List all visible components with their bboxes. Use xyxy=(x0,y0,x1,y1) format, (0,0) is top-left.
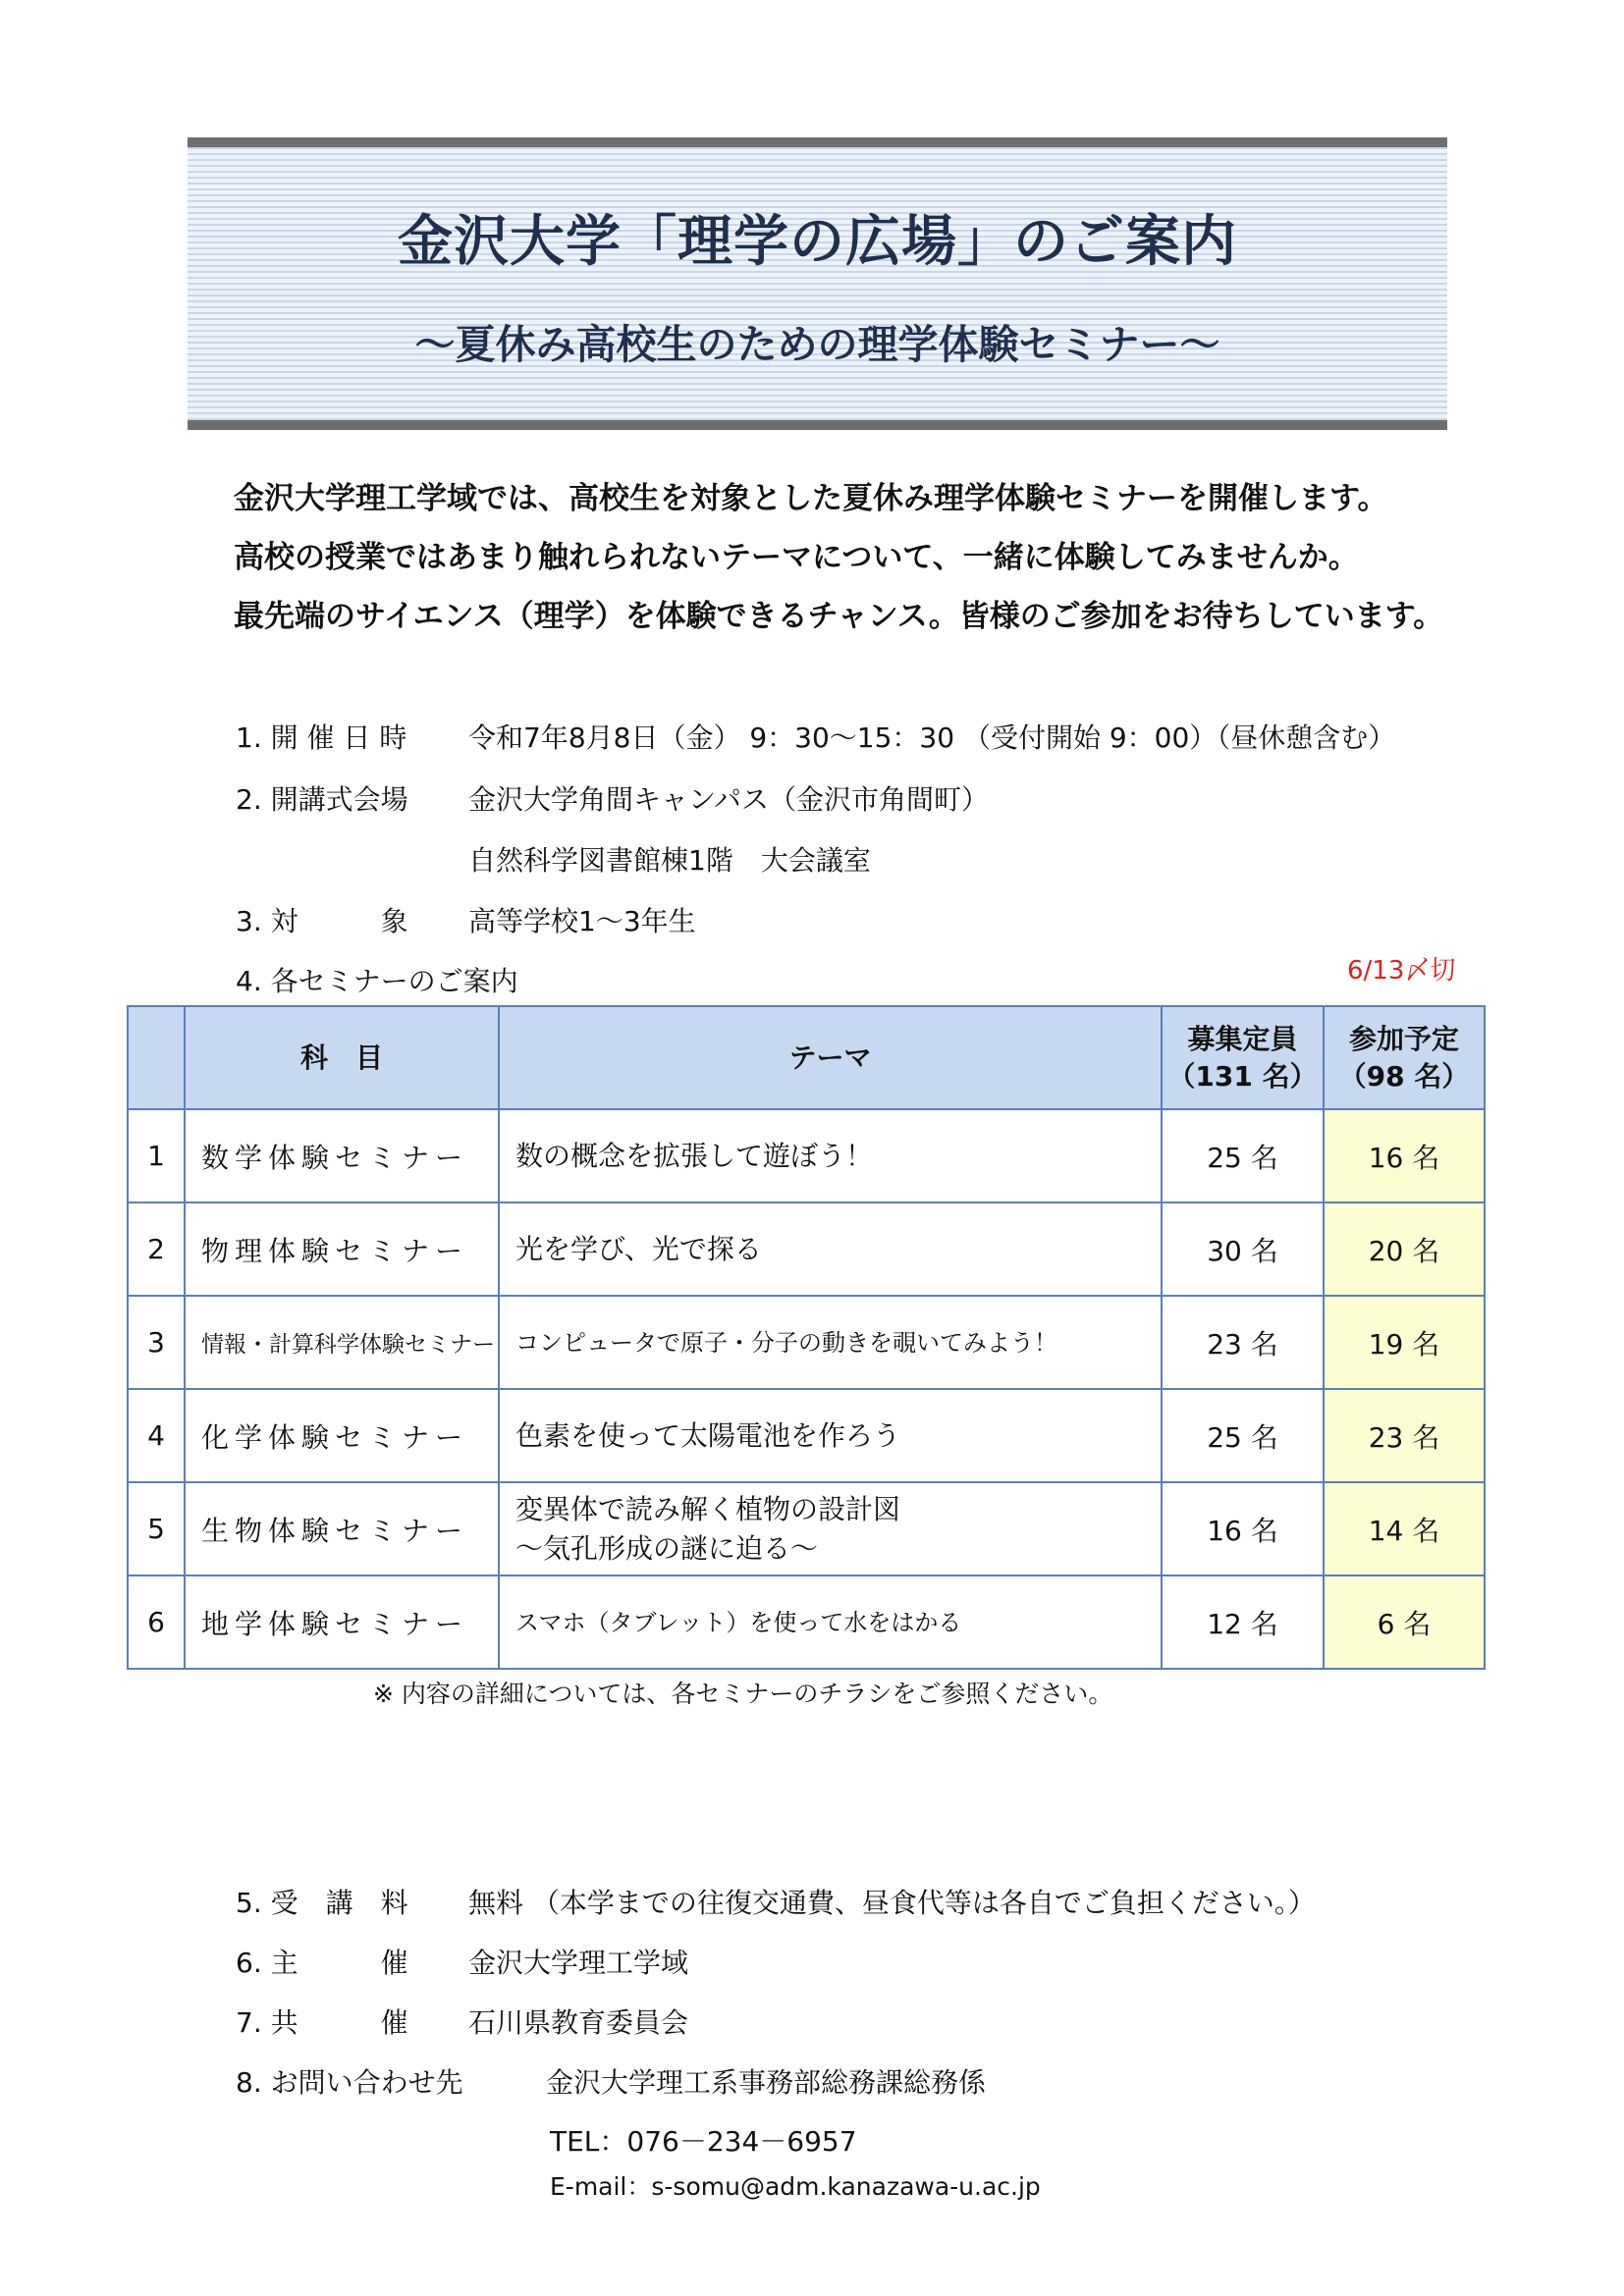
row-subject: 情報・計算科学体験セミナー xyxy=(185,1296,499,1389)
seminars-label: 4. 各セミナーのご案内 xyxy=(236,965,518,997)
row-number: 2 xyxy=(128,1202,185,1296)
row-subject: 物理体験セミナー xyxy=(185,1202,499,1296)
table-row xyxy=(128,1202,1485,1296)
venue-label: 2. 開講式会場 xyxy=(236,783,408,816)
intro-line: 最先端のサイエンス（理学）を体験できるチャンス。皆様のご参加をお待ちしています。 xyxy=(234,599,1444,634)
theme-line: 数の概念を拡張して遊ぼう！ xyxy=(515,1139,874,1172)
intro-line: 高校の授業ではあまり触れられないテーマについて、一緒に体験してみませんか。 xyxy=(234,540,1359,575)
table-row xyxy=(128,1482,1485,1575)
contact-label: 8. お問い合わせ先 xyxy=(236,2066,463,2099)
table-row xyxy=(128,1389,1485,1482)
row-participants: 16 名 xyxy=(1324,1109,1485,1202)
contact-value: 金沢大学理工系事務部総務課総務係 xyxy=(546,2066,987,2099)
row-participants: 14 名 xyxy=(1324,1482,1485,1575)
row-capacity: 12 名 xyxy=(1162,1575,1324,1669)
theme-line: ～気孔形成の謎に迫る～ xyxy=(515,1531,819,1565)
row-subject: 化学体験セミナー xyxy=(185,1389,499,1482)
date-value: 令和7年8月8日（金） 9：30～15：30 （受付開始 9：00）（昼休憩含む） xyxy=(468,721,1396,754)
target-value: 高等学校1～3年生 xyxy=(468,905,696,937)
row-capacity: 16 名 xyxy=(1162,1482,1324,1575)
header-capacity xyxy=(1162,1006,1324,1109)
header-participants-line1: 参加予定 xyxy=(1348,1022,1459,1055)
theme-line: 変異体で読み解く植物の設計図 xyxy=(515,1492,901,1525)
row-subject: 数学体験セミナー xyxy=(185,1109,499,1202)
row-capacity: 23 名 xyxy=(1162,1296,1324,1389)
row-theme xyxy=(499,1296,1162,1389)
fee-value: 無料 （本学までの往復交通費、昼食代等は各自でご負担ください。） xyxy=(468,1887,1316,1919)
row-theme xyxy=(499,1482,1162,1575)
table-row xyxy=(128,1575,1485,1669)
header-subject: 科 目 xyxy=(185,1006,499,1109)
host-label: 6. 主 催 xyxy=(236,1947,408,1979)
row-participants: 23 名 xyxy=(1324,1389,1485,1482)
page-title: 金沢大学「理学の広場」のご案内 xyxy=(398,210,1237,274)
table-row xyxy=(128,1296,1485,1389)
row-number: 4 xyxy=(128,1389,185,1482)
row-participants: 19 名 xyxy=(1324,1296,1485,1389)
row-number: 6 xyxy=(128,1575,185,1669)
row-capacity: 30 名 xyxy=(1162,1202,1324,1296)
table-header-row xyxy=(128,1006,1485,1109)
row-theme xyxy=(499,1575,1162,1669)
row-theme xyxy=(499,1389,1162,1482)
venue-room: 自然科学図書館棟1階 大会議室 xyxy=(468,844,871,877)
row-subject: 地学体験セミナー xyxy=(185,1575,499,1669)
title-banner xyxy=(188,137,1447,430)
header-capacity-line2: （131 名） xyxy=(1167,1059,1318,1093)
row-participants: 20 名 xyxy=(1324,1202,1485,1296)
banner-top-rule xyxy=(188,137,1447,147)
row-subject: 生物体験セミナー xyxy=(185,1482,499,1575)
row-capacity: 25 名 xyxy=(1162,1389,1324,1482)
theme-line: 色素を使って太陽電池を作ろう xyxy=(515,1418,901,1452)
theme-line: スマホ（タブレット）を使って水をはかる xyxy=(515,1608,962,1636)
table-note: ※ 内容の詳細については、各セミナーのチラシをご参照ください。 xyxy=(373,1680,1113,1708)
contact-tel: TEL：076－234－6957 xyxy=(550,2125,857,2158)
table-row xyxy=(128,1109,1485,1202)
deadline-note: 6/13〆切 xyxy=(1347,956,1456,986)
row-participants: 6 名 xyxy=(1324,1575,1485,1669)
venue-value: 金沢大学角間キャンパス（金沢市角間町） xyxy=(468,783,990,816)
header-no xyxy=(128,1006,185,1109)
fee-label: 5. 受 講 料 xyxy=(236,1887,408,1919)
intro-paragraph xyxy=(234,469,1461,646)
contact-email[interactable]: E-mail：s-somu@adm.kanazawa-u.ac.jp xyxy=(550,2172,1041,2201)
cohost-value: 石川県教育委員会 xyxy=(468,2006,689,2039)
intro-line: 金沢大学理工学域では、高校生を対象とした夏休み理学体験セミナーを開催します。 xyxy=(234,481,1388,516)
seminar-table xyxy=(127,1005,1486,1670)
page-subtitle: ～夏休み高校生のための理学体験セミナー～ xyxy=(414,321,1220,368)
target-label: 3. 対 象 xyxy=(236,905,408,937)
row-number: 5 xyxy=(128,1482,185,1575)
theme-line: 光を学び、光で探る xyxy=(515,1232,762,1265)
banner-bottom-rule xyxy=(188,420,1447,430)
date-label: 1. 開 催 日 時 xyxy=(236,721,407,754)
host-value: 金沢大学理工学域 xyxy=(468,1947,689,1979)
header-capacity-line1: 募集定員 xyxy=(1187,1022,1298,1055)
row-theme xyxy=(499,1109,1162,1202)
row-number: 1 xyxy=(128,1109,185,1202)
theme-line: コンピュータで原子・分子の動きを覗いてみよう！ xyxy=(515,1328,1057,1357)
row-capacity: 25 名 xyxy=(1162,1109,1324,1202)
cohost-label: 7. 共 催 xyxy=(236,2006,408,2039)
header-participants-line2: （98 名） xyxy=(1338,1059,1470,1093)
row-theme xyxy=(499,1202,1162,1296)
row-number: 3 xyxy=(128,1296,185,1389)
header-participants xyxy=(1324,1006,1485,1109)
header-theme: テーマ xyxy=(499,1006,1162,1109)
